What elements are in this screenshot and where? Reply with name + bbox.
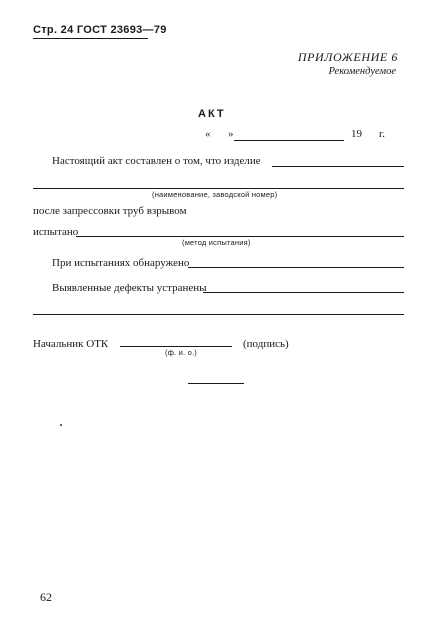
page-header: Стр. 24 ГОСТ 23693—79 <box>33 24 167 36</box>
product-name-line[interactable] <box>33 188 404 189</box>
test-method-line[interactable] <box>76 236 404 237</box>
fixed-line[interactable] <box>203 292 404 293</box>
year-suffix: г. <box>379 128 386 140</box>
fixed-text: Выявленные дефекты устранены <box>52 282 207 294</box>
extra-line[interactable] <box>33 314 404 315</box>
scan-speck <box>60 424 62 426</box>
test-method-caption: (метод испытания) <box>182 238 251 247</box>
date-open-quote: « <box>205 128 211 140</box>
date-close-quote: » <box>228 128 234 140</box>
signature-sign: (подпись) <box>243 338 289 350</box>
intro-text: Настоящий акт составлен о том, что изделие <box>52 155 261 167</box>
product-name-caption: (наименование, заводской номер) <box>152 190 278 199</box>
after-press-text: после запрессовки труб взрывом <box>33 205 187 217</box>
page-number: 62 <box>40 590 52 604</box>
found-text: При испытаниях обнаружено <box>52 257 190 269</box>
tested-text: испытано <box>33 226 79 238</box>
found-line[interactable] <box>188 267 404 268</box>
closing-rule <box>188 383 244 384</box>
header-rule <box>33 38 148 39</box>
document-title: АКТ <box>198 108 226 120</box>
appendix-title: ПРИЛОЖЕНИЕ 6 <box>297 50 398 64</box>
signature-role: Начальник ОТК <box>33 338 109 350</box>
date-line[interactable] <box>234 140 344 141</box>
product-line[interactable] <box>272 166 404 167</box>
appendix-note: Рекомендуемое <box>328 66 396 77</box>
fio-line[interactable] <box>120 346 232 347</box>
year-prefix: 19 <box>351 128 362 140</box>
fio-caption: (ф. и. о.) <box>165 348 197 357</box>
